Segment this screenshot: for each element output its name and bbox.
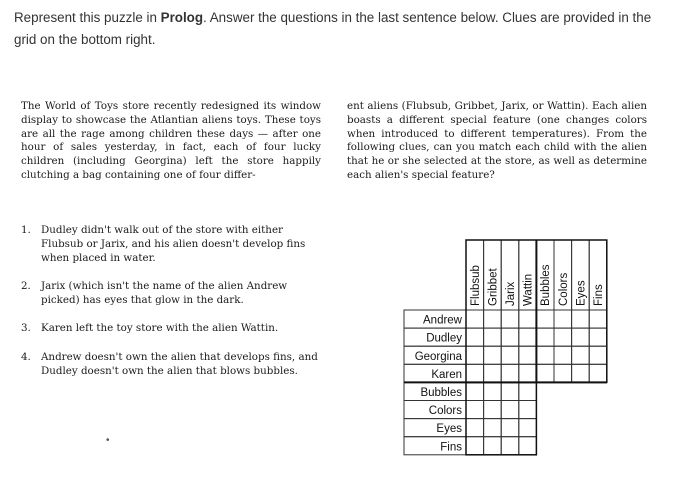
grid-cell — [466, 419, 484, 437]
grid-cell — [519, 364, 537, 382]
grid-cell — [466, 401, 484, 419]
row-label: Andrew — [423, 314, 462, 327]
grid-cell — [484, 437, 502, 455]
row-label: Georgina — [414, 350, 462, 363]
grid-cell — [519, 401, 537, 419]
grid-cell — [536, 364, 554, 382]
row-label: Dudley — [426, 332, 462, 345]
grid-cell — [536, 310, 554, 328]
row-label: Colors — [428, 405, 462, 418]
clue-number: 1. — [21, 224, 31, 236]
grid-cell — [572, 364, 590, 382]
clue-number: 2. — [21, 280, 31, 292]
grid-cell — [501, 437, 519, 455]
grid-cell — [466, 328, 484, 346]
grid-cell — [484, 364, 502, 382]
grid-cell — [536, 328, 554, 346]
task-prefix: Represent this puzzle in — [14, 10, 161, 25]
column-label: Jarix — [505, 281, 517, 306]
grid-cell — [466, 437, 484, 455]
clue-text: Karen left the toy store with the alien Wattin. — [41, 322, 279, 334]
grid-cell — [466, 382, 484, 400]
grid-cell — [554, 346, 572, 364]
grid-cell — [572, 310, 590, 328]
intro-right-column: ent aliens (Flubsub, Gribbet, Jarix, or Wattin). Each alien boasts a different special feature (one changes colors when introduced to different temperatures). From the following clues, can you match each child with the alien that he or she selected at the store, as well as determine each alien's special feature? — [347, 100, 647, 181]
grid-cell — [466, 346, 484, 364]
row-label: Fins — [440, 441, 462, 454]
grid-cell — [484, 328, 502, 346]
row-label: Karen — [431, 368, 462, 381]
grid-cell — [572, 346, 590, 364]
grid-cell — [519, 328, 537, 346]
column-label: Flubsub — [469, 265, 482, 306]
column-label: Fins — [593, 284, 605, 306]
grid-cell — [519, 437, 537, 455]
grid-cell — [536, 346, 554, 364]
grid-cell — [484, 310, 502, 328]
clue-text: Dudley didn't walk out of the store with either Flubsub or Jarix, and his alien doesn't develop fins when placed in water. — [41, 224, 306, 264]
clue-number: 3. — [21, 322, 31, 334]
grid-cell — [501, 364, 519, 382]
task-suffix: . Answer the questions in the last sentence below. Clues are provided in the grid on the bottom right. — [14, 10, 652, 47]
grid-cell — [589, 346, 607, 364]
grid-cell — [484, 401, 502, 419]
grid-cell — [519, 310, 537, 328]
grid-cell — [554, 328, 572, 346]
grid-cell — [589, 364, 607, 382]
grid-cell — [466, 310, 484, 328]
column-label: Colors — [557, 272, 570, 306]
grid-cell — [501, 419, 519, 437]
grid-cell — [554, 310, 572, 328]
column-label: Eyes — [575, 280, 588, 306]
grid-cell — [519, 382, 537, 400]
grid-cell — [501, 401, 519, 419]
grid-cell — [484, 346, 502, 364]
row-label: Bubbles — [420, 387, 462, 399]
column-label: Gribbet — [487, 268, 500, 306]
grid-cell — [519, 419, 537, 437]
task-bold-prolog: Prolog — [160, 10, 204, 25]
row-label: Eyes — [436, 423, 462, 436]
intro-left-column: The World of Toys store recently redesigned its window display to showcase the Atlantian aliens toys. These toys are all the rage among children these days — after one hour of sales yesterday, in fact, each of four lucky children (including Georgina) left the store happily clutching a bag containing one of four differ- — [21, 100, 321, 181]
grid-cell — [554, 364, 572, 382]
stray-mark: • — [106, 435, 110, 446]
grid-cell — [484, 419, 502, 437]
column-label: Wattin — [522, 273, 535, 306]
grid-cell — [501, 346, 519, 364]
grid-cell — [484, 382, 502, 400]
grid-cell — [501, 310, 519, 328]
grid-cell — [572, 328, 590, 346]
grid-cell — [589, 328, 607, 346]
clue-text: Jarix (which isn't the name of the alien Andrew picked) has eyes that glow in the dark. — [41, 280, 288, 306]
clue-text: Andrew doesn't own the alien that develops fins, and Dudley doesn't own the alien that blows bubbles. — [41, 351, 318, 377]
grid-cell — [589, 310, 607, 328]
grid-cell — [466, 364, 484, 382]
grid-cell — [501, 382, 519, 400]
grid-cell — [519, 346, 537, 364]
clue-number: 4. — [21, 351, 31, 363]
grid-cell — [501, 328, 519, 346]
column-label: Bubbles — [540, 264, 553, 306]
